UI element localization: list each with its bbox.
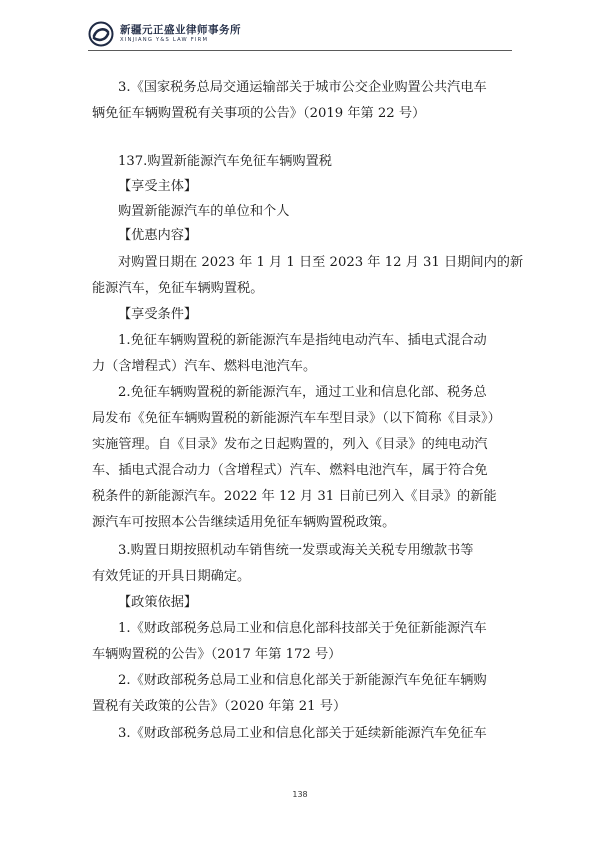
paragraph-line: 2.《财政部税务总局工业和信息化部关于新能源汽车免征车辆购: [118, 673, 487, 688]
paragraph-line: 力（含增程式）汽车、燃料电池汽车。: [92, 359, 317, 374]
paragraph-line: 【优惠内容】: [118, 228, 198, 243]
paragraph-line: 购置新能源汽车的单位和个人: [118, 204, 290, 219]
paragraph-line: 能源汽车，免征车辆购置税。: [92, 281, 264, 296]
paragraph-line: 税条件的新能源汽车。2022 年 12 月 31 日前已列入《目录》的新能: [92, 489, 497, 504]
page-number: 138: [292, 790, 308, 799]
paragraph-line: 实施管理。自《目录》发布之日起购置的，列入《目录》的纯电动汽: [92, 437, 488, 452]
paragraph-line: 局发布《免征车辆购置税的新能源汽车车型目录》（以下简称《目录》）: [92, 411, 501, 426]
paragraph-line: 【政策依据】: [118, 595, 198, 610]
paragraph-line: 源汽车可按照本公告继续适用免征车辆购置税政策。: [92, 515, 396, 530]
firm-name-en: XINJIANG Y&S LAW FIRM: [120, 36, 209, 43]
paragraph-line: 3.《财政部税务总局工业和信息化部关于延续新能源汽车免征车: [118, 726, 487, 741]
paragraph-line: 1.免征车辆购置税的新能源汽车是指纯电动汽车、插电式混合动: [118, 333, 487, 348]
paragraph-line: 辆免征车辆购置税有关事项的公告》（2019 年第 22 号）: [92, 106, 426, 121]
paragraph-line: 【享受条件】: [118, 307, 198, 322]
paragraph-line: 2.免征车辆购置税的新能源汽车，通过工业和信息化部、税务总: [118, 385, 487, 400]
paragraph-line: 1.《财政部税务总局工业和信息化部科技部关于免征新能源汽车: [118, 621, 487, 636]
paragraph-line: 车辆购置税的公告》（2017 年第 172 号）: [92, 647, 342, 662]
paragraph-line: 3.购置日期按照机动车销售统一发票或海关关税专用缴款书等: [118, 543, 474, 558]
paragraph-line: 137.购置新能源汽车免征车辆购置税: [118, 154, 332, 169]
paragraph-line: 有效凭证的开具日期确定。: [92, 569, 251, 584]
paragraph-line: 车、插电式混合动力（含增程式）汽车、燃料电池汽车，属于符合免: [92, 463, 488, 478]
paragraph-line: 置税有关政策的公告》（2020 年第 21 号）: [92, 699, 347, 714]
firm-name-cn: 新疆元正盛业律师事务所: [120, 24, 241, 37]
paragraph-line: 【享受主体】: [118, 179, 198, 194]
paragraph-line: 对购置日期在 2023 年 1 月 1 日至 2023 年 12 月 31 日期间内的新: [118, 255, 524, 270]
paragraph-line: 3.《国家税务总局交通运输部关于城市公交企业购置公共汽电车: [118, 80, 487, 95]
